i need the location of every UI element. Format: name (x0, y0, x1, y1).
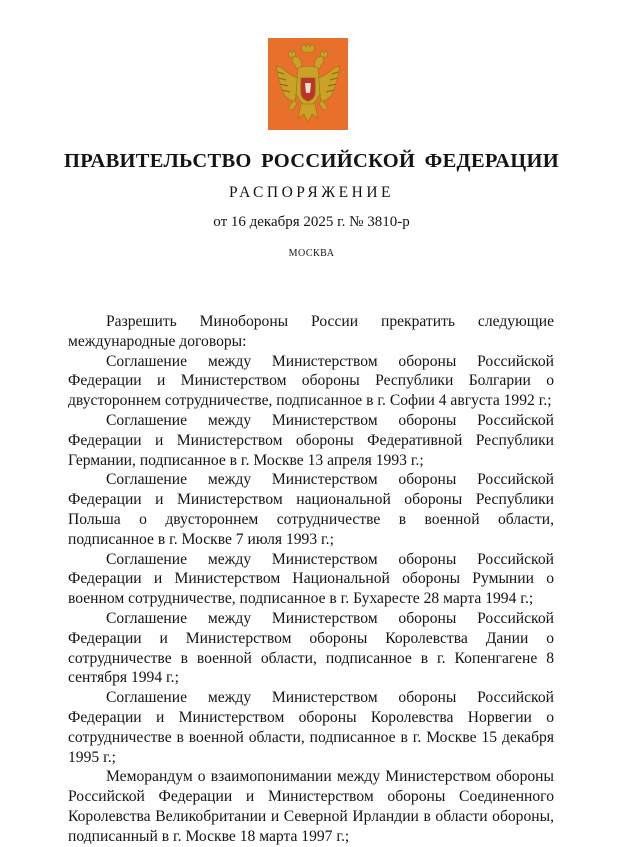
document-body (68, 312, 554, 847)
document-city: МОСКВА (288, 248, 335, 259)
body-paragraph: Соглашение между Министерством обороны Российской Федерации и Министерством обороны Федеративной Республики Германии, подписанное в г. Москве 13 апреля 1993 г.; (68, 411, 554, 469)
body-paragraph: Соглашение между Министерством обороны Российской Федерации и Министерством обороны Республики Болгарии о двустороннем сотрудничестве, подписанное в г. Софии 4 августа 1992 г.; (68, 352, 554, 410)
body-paragraph: Разрешить Минобороны России прекратить следующие международные договоры: (68, 313, 554, 350)
russian-coat-of-arms-icon (268, 38, 348, 130)
body-paragraph: Соглашение между Министерством обороны Российской Федерации и Министерством обороны Королевства Норвегии о сотрудничестве в военной области, подписанное в г. Москве 15 декабря 1995 г.; (68, 689, 554, 766)
body-paragraph: Соглашение между Министерством обороны Российской Федерации и Министерством Национальной обороны Румынии о военном сотрудничестве, подписанное в г. Бухаресте 28 марта 1994 г.; (68, 550, 554, 608)
body-paragraph: Соглашение между Министерством обороны Российской Федерации и Министерством национальной обороны Республики Польша о двустороннем сотрудничестве в военной области, подписанное в г. Москве 7 июля 1993 г.; (68, 471, 554, 548)
document-date-number: от 16 декабря 2025 г. № 3810-р (213, 214, 410, 230)
body-paragraph: Соглашение между Министерством обороны Российской Федерации и Министерством обороны Королевства Дании о сотрудничестве в военной области, подписанное в г. Копенгагене 8 сентября 1994 г.; (68, 609, 554, 687)
government-title: ПРАВИТЕЛЬСТВО РОССИЙСКОЙ ФЕДЕРАЦИИ (64, 150, 559, 172)
document-type: РАСПОРЯЖЕНИЕ (229, 184, 394, 201)
body-paragraph: Меморандум о взаимопонимании между Министерством обороны Российской Федерации и Министерством обороны Соединенного Королевства Великобритании и Северной Ирландии в области обороны, подписанный в г. Москве 18 марта 1997 г.; (68, 768, 554, 845)
